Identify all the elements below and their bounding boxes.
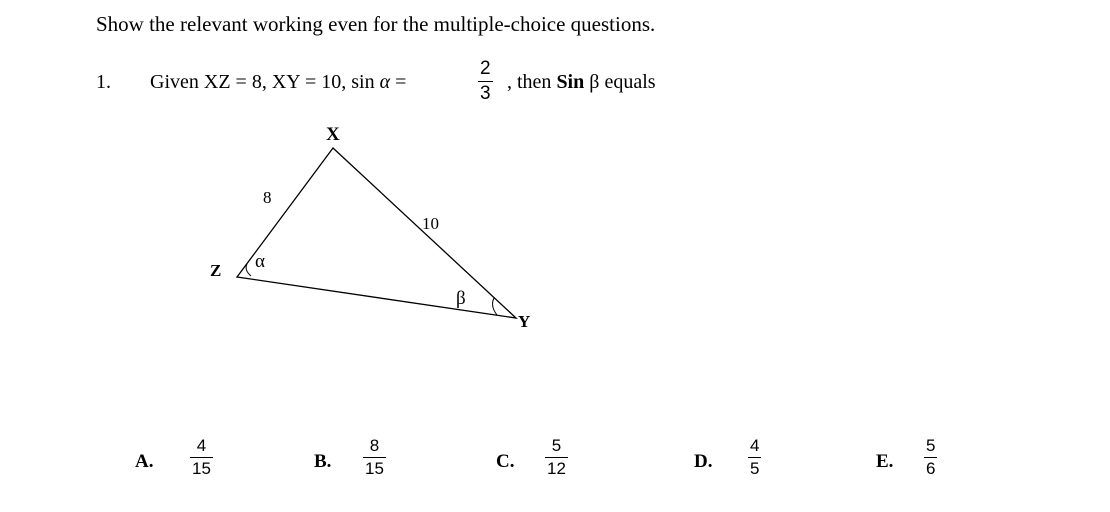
option-c-numerator: 5: [551, 436, 562, 455]
option-d-fraction[interactable]: [748, 437, 761, 477]
question-alpha-symbol: α: [379, 71, 391, 93]
instruction-text: Show the relevant working even for the multiple-choice questions.: [96, 12, 656, 36]
question-sin-word: Sin: [556, 71, 585, 93]
question-equals-sign: =: [390, 71, 407, 93]
option-b-letter: B.: [314, 451, 332, 472]
question-fraction-numerator: 2: [480, 58, 491, 79]
angle-arc-z: [246, 264, 251, 276]
option-b-denominator: 15: [365, 459, 384, 478]
fraction-bar: [924, 457, 937, 458]
option-d-numerator: 4: [750, 436, 760, 455]
option-c-denominator: 12: [547, 459, 566, 478]
question-given-prefix: Given XZ = 8, XY = 10, sin: [150, 71, 380, 93]
question-fraction-denominator: 3: [480, 83, 491, 104]
question-equals-word: equals: [604, 71, 656, 93]
option-b-fraction[interactable]: [363, 437, 386, 477]
option-e-fraction[interactable]: [924, 437, 937, 477]
option-e-numerator: 5: [926, 436, 936, 455]
fraction-bar: [545, 457, 568, 458]
question-then: , then: [507, 71, 557, 93]
option-c-letter: C.: [496, 451, 515, 472]
option-d-letter: D.: [694, 451, 713, 472]
side-label-xz: 8: [263, 188, 272, 207]
option-a-letter: A.: [135, 451, 154, 472]
option-a-denominator: 15: [192, 459, 211, 478]
question-number: 1.: [96, 71, 111, 93]
vertex-label-z: Z: [210, 261, 222, 280]
fraction-bar: [363, 457, 386, 458]
vertex-label-x: X: [326, 124, 340, 145]
question-beta-symbol: β: [584, 71, 605, 93]
angle-label-beta: β: [456, 288, 466, 309]
triangle-xyz: [237, 148, 516, 318]
option-d-denominator: 5: [750, 459, 760, 478]
option-e-denominator: 6: [926, 459, 936, 478]
option-b-numerator: 8: [369, 436, 380, 455]
option-e-letter: E.: [876, 451, 894, 472]
fraction-bar: [748, 457, 761, 458]
side-label-xy: 10: [422, 214, 439, 233]
angle-label-alpha: α: [255, 251, 265, 272]
option-a-numerator: 4: [196, 436, 207, 455]
fraction-bar: [190, 457, 213, 458]
option-c-fraction[interactable]: [545, 437, 568, 477]
option-a-fraction[interactable]: [190, 437, 213, 477]
vertex-label-y: Y: [518, 312, 531, 331]
